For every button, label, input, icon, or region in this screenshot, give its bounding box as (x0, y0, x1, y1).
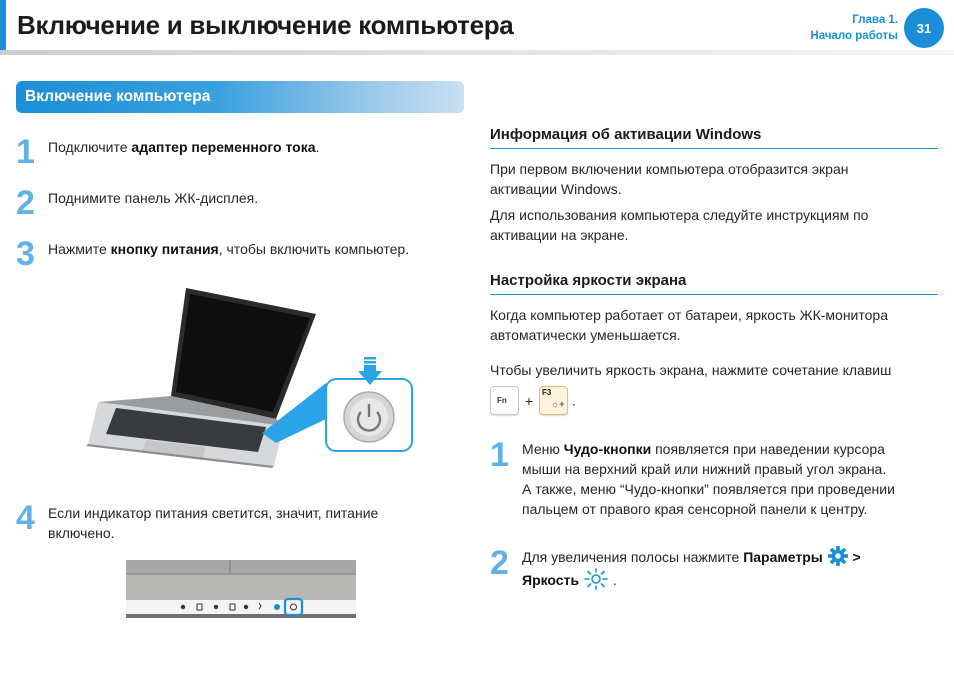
sun-icon (583, 568, 609, 590)
chapter-title: Начало работы (810, 30, 898, 42)
step-number: 2 (16, 184, 35, 222)
step-number: 3 (16, 235, 35, 273)
heading-underline (490, 148, 938, 149)
activation-heading: Информация об активации Windows (490, 126, 762, 143)
step-text: Поднимите панель ЖК-дисплея. (48, 190, 259, 206)
key-combination (490, 386, 576, 415)
brightness-heading: Настройка яркости экрана (490, 272, 687, 289)
step-text: Для увеличения полосы нажмите Параметры > Яркость . (522, 545, 861, 591)
chapter-label (810, 12, 898, 44)
page-number-badge: 31 (904, 8, 944, 48)
chapter-number: Глава 1. (852, 14, 898, 26)
section-heading (16, 81, 464, 113)
step-text: Подключите адаптер переменного тока. (48, 139, 320, 155)
step-text: Если индикатор питания светится, значит, питание включено. (48, 505, 379, 541)
header-divider (0, 50, 954, 55)
plus-sign: + (524, 392, 534, 409)
step-text: Меню Чудо-кнопки появляется при наведении курсора мыши на верхний край или нижний правый угол экрана. А также, меню “Чудо-кнопки” появляется при проведении пальцем от правого края сенсорной панели к центру. (522, 441, 895, 517)
brightness-paragraph-2: Чтобы увеличить яркость экрана, нажмите сочетание клавиш (490, 362, 892, 378)
f3-brightness-key: F3 ☼+ (539, 386, 568, 415)
gear-icon (827, 545, 849, 567)
fn-key: Fn (490, 386, 519, 415)
step-text: Нажмите кнопку питания, чтобы включить компьютер. (48, 241, 410, 257)
activation-paragraph-1: При первом включении компьютера отобразится экран активации Windows. (490, 161, 849, 197)
power-button-callout (262, 355, 414, 453)
heading-underline (490, 294, 938, 295)
step-number: 2 (490, 544, 509, 582)
step-number: 4 (16, 499, 35, 537)
section-heading-text: Включение компьютера (25, 88, 211, 105)
brightness-paragraph-1: Когда компьютер работает от батареи, яркость ЖК-монитора автоматически уменьшается. (490, 307, 888, 343)
activation-paragraph-2: Для использования компьютера следуйте инструкциям по активации на экране. (490, 207, 869, 243)
step-number: 1 (490, 436, 509, 474)
page-title: Включение и выключение компьютера (17, 10, 514, 40)
power-indicator-illustration (126, 560, 356, 618)
header-accent-bar (0, 0, 6, 50)
sentence-end: . (571, 392, 576, 409)
step-number: 1 (16, 133, 35, 171)
